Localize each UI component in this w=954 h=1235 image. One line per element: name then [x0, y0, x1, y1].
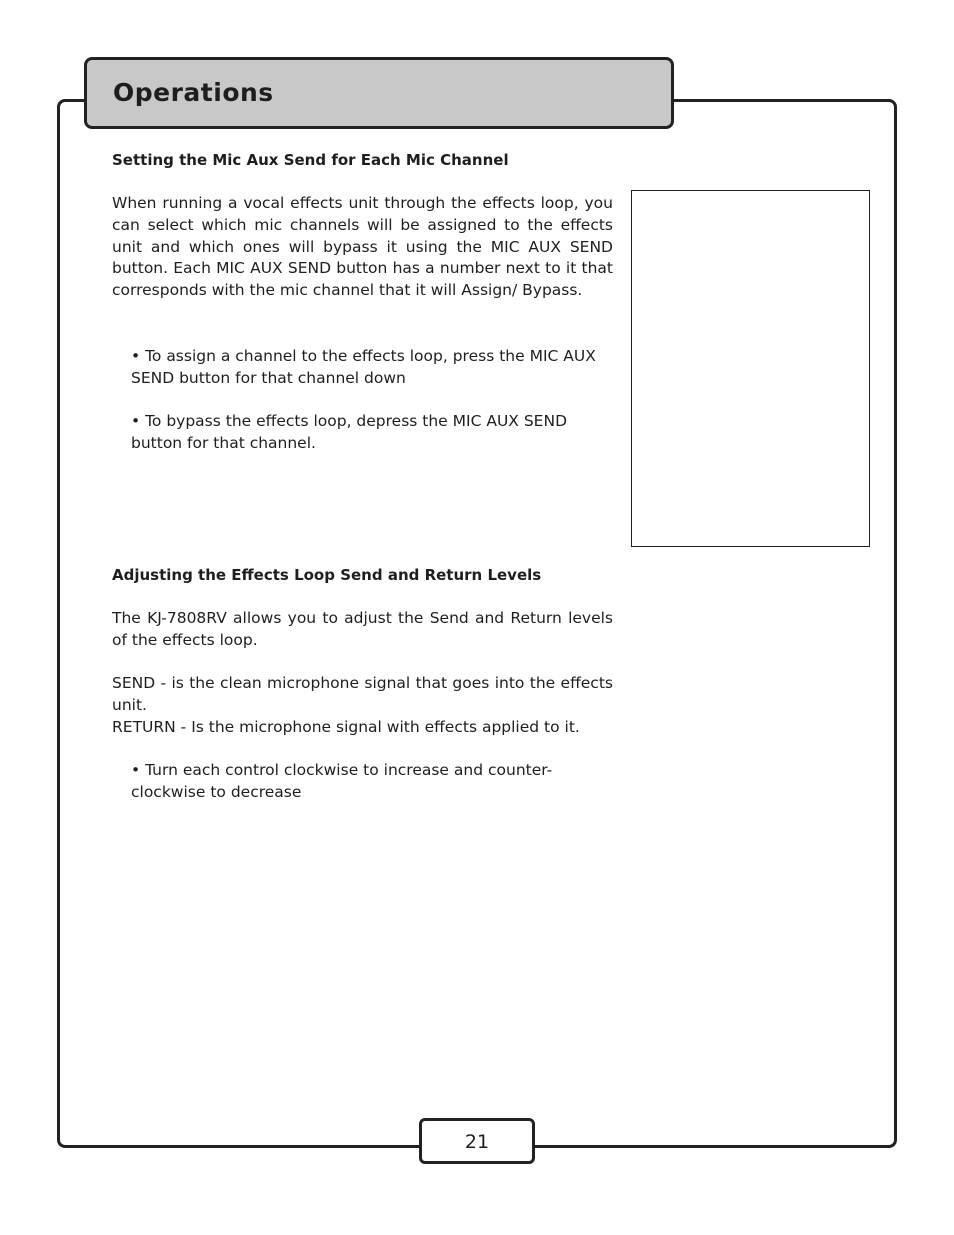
page-number: 21	[464, 1131, 490, 1153]
send-description: SEND - is the clean microphone signal that goes into the effects unit.	[112, 674, 613, 714]
page-number-box	[419, 1118, 535, 1164]
section-paragraph-mic-aux-send: When running a vocal effects unit through the effects loop, you can select which mic channels will be assigned to the effects unit and which ones will bypass it using the MIC AUX SEND button. Each MIC AUX SEND button has a number next to it that corresponds with the mic channel that it will Assign/ Bypass.	[112, 194, 613, 300]
section-heading-mic-aux-send: Setting the Mic Aux Send for Each Mic Channel	[112, 151, 509, 169]
page-title: Operations	[113, 78, 274, 107]
section-heading-send-return: Adjusting the Effects Loop Send and Return Levels	[112, 566, 542, 584]
bullet-turn-control: • Turn each control clockwise to increase and counter-clockwise to decrease	[131, 761, 553, 801]
bullet-bypass-effects: • To bypass the effects loop, depress the MIC AUX SEND button for that channel.	[131, 412, 567, 452]
bullet-assign-channel: • To assign a channel to the effects loop, press the MIC AUX SEND button for that channel down	[131, 347, 596, 387]
illustration-placeholder	[631, 190, 870, 547]
section-paragraph-send-return: The KJ-7808RV allows you to adjust the Send and Return levels of the effects loop.	[112, 609, 613, 649]
section-header-tab	[84, 57, 674, 129]
return-description: RETURN - Is the microphone signal with effects applied to it.	[112, 718, 580, 736]
